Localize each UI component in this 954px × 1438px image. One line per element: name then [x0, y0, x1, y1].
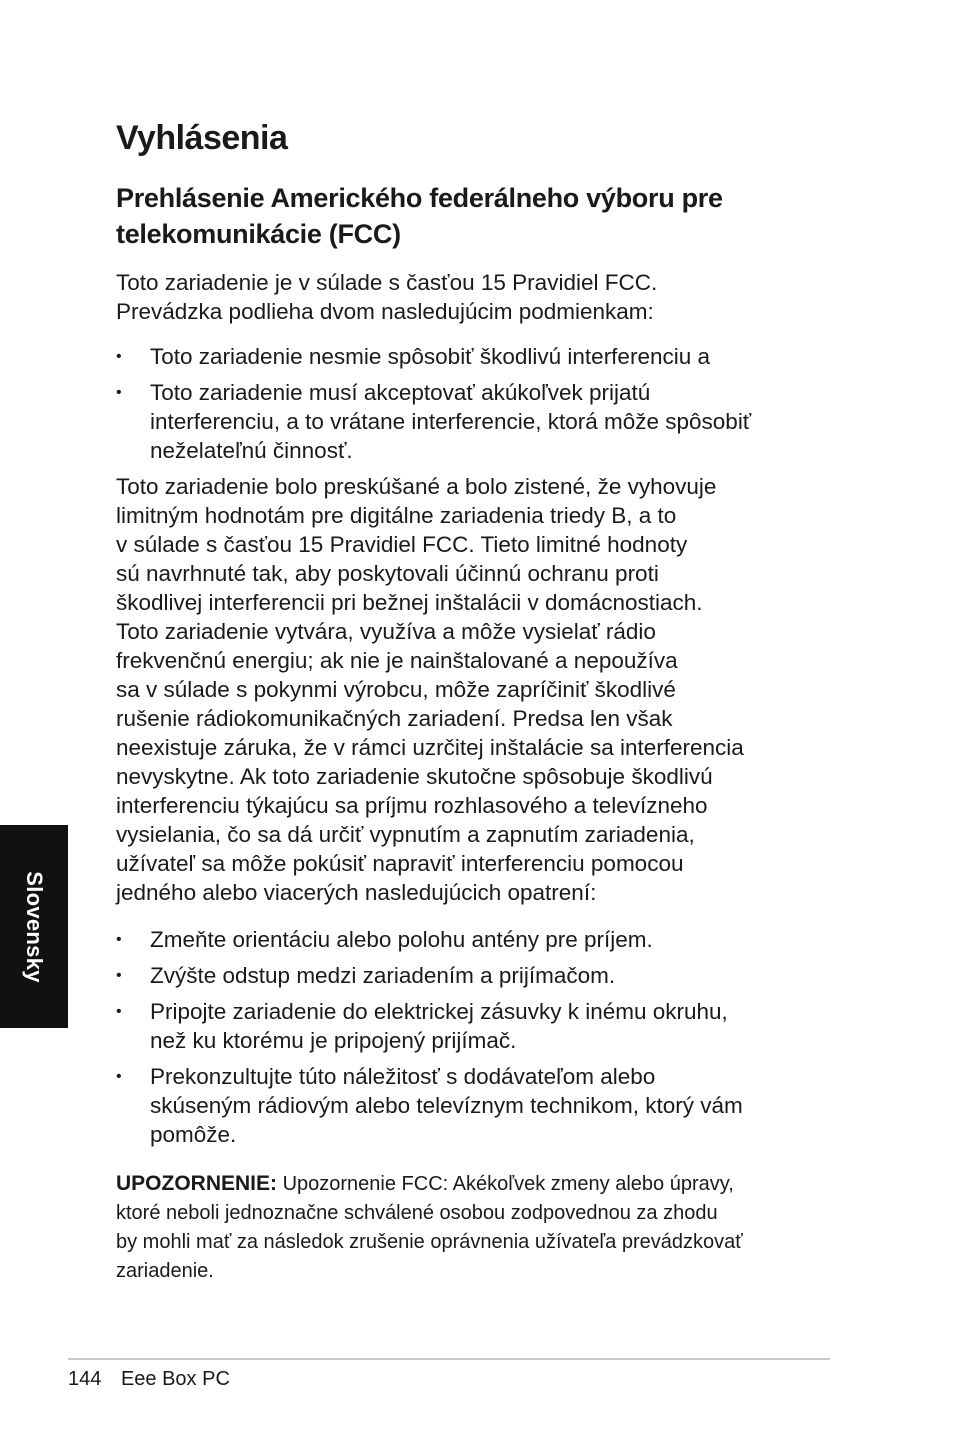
body-paragraph [116, 472, 836, 907]
bullet-icon: • [116, 384, 122, 401]
bullet-icon: • [116, 348, 122, 365]
bullet-icon: • [116, 1068, 122, 1085]
body-line: frekvenčnú energiu; ak nie je nainštalované a nepoužíva [116, 648, 678, 673]
list-item-line: Zvýšte odstup medzi zariadením a prijímačom. [150, 963, 616, 988]
body-line: nevyskytne. Ak toto zariadenie skutočne spôsobuje škodlivú [116, 764, 713, 789]
body-line: Toto zariadenie bolo preskúšané a bolo zistené, že vyhovuje [116, 474, 717, 499]
body-line: škodlivej interferencii pri bežnej inštalácii v domácnostiach. [116, 590, 703, 615]
list-item-line: Prekonzultujte túto náležitosť s dodávateľom alebo [150, 1064, 656, 1089]
list-item-line: Zmeňte orientáciu alebo polohu antény pre príjem. [150, 927, 653, 952]
list-item [116, 1062, 836, 1149]
list-item-line: Toto zariadenie musí akceptovať akúkoľvek prijatú [150, 380, 651, 405]
body-line: interferenciu týkajúcu sa príjmu rozhlasového a televízneho [116, 793, 708, 818]
intro-line: Toto zariadenie je v súlade s časťou 15 Pravidiel FCC. [116, 270, 658, 295]
list-item-line: než ku ktorému je pripojený prijímač. [150, 1028, 517, 1053]
body-line: Toto zariadenie vytvára, využíva a môže vysielať rádio [116, 619, 656, 644]
body-line: sú navrhnuté tak, aby poskytovali účinnú ochranu proti [116, 561, 659, 586]
footer-divider [68, 1358, 830, 1360]
list-item-line: Toto zariadenie nesmie spôsobiť škodlivú interferenciu a [150, 344, 710, 369]
list-item-line: pomôže. [150, 1122, 237, 1147]
page-footer [68, 1366, 230, 1392]
body-line: užívateľ sa môže pokúsiť napraviť interferenciu pomocou [116, 851, 684, 876]
page-number: 144 [68, 1368, 102, 1390]
warning-note [116, 1169, 836, 1286]
language-label: Slovensky [22, 870, 47, 983]
section-heading: Prehlásenie Amerického federálneho výboru pre telekomunikácie (FCC) [116, 183, 723, 249]
list-item-line: Pripojte zariadenie do elektrickej zásuvky k inému okruhu, [150, 999, 728, 1024]
note-line: zariadenie. [116, 1260, 214, 1282]
bullet-icon: • [116, 967, 122, 984]
bullet-icon: • [116, 1003, 122, 1020]
intro-paragraph [116, 268, 836, 326]
list-item [116, 997, 836, 1055]
page-title: Vyhlásenia [116, 119, 288, 157]
body-line: rušenie rádiokomunikačných zariadení. Predsa len však [116, 706, 673, 731]
list-item-line: neželateľnú činnosť. [150, 438, 353, 463]
body-line: neexistuje záruka, že v rámci uzrčitej inštalácie sa interferencia [116, 735, 744, 760]
language-side-tab [0, 825, 68, 1028]
body-line: jedného alebo viacerých nasledujúcich opatrení: [116, 880, 597, 905]
conditions-list [116, 342, 836, 465]
list-item [116, 342, 836, 371]
note-line: ktoré neboli jednoznačne schválené osobou zodpovednou za zhodu [116, 1202, 718, 1224]
body-line: vysielania, čo sa dá určiť vypnutím a zapnutím zariadenia, [116, 822, 695, 847]
list-item-line: interferenciu, a to vrátane interferencie, ktorá môže spôsobiť [150, 409, 752, 434]
product-name: Eee Box PC [120, 1368, 230, 1390]
note-line: by mohli mať za následok zrušenie oprávnenia užívateľa prevádzkovať [116, 1231, 743, 1253]
list-item-line: skúseným rádiovým alebo televíznym technikom, ktorý vám [150, 1093, 743, 1118]
list-item [116, 925, 836, 954]
list-item [116, 961, 836, 990]
measures-list [116, 925, 836, 1149]
warning-label: UPOZORNENIE: [116, 1172, 278, 1195]
body-line: v súlade s časťou 15 Pravidiel FCC. Tieto limitné hodnoty [116, 532, 688, 557]
body-line: sa v súlade s pokynmi výrobcu, môže zapríčiniť škodlivé [116, 677, 676, 702]
note-line: Upozornenie FCC: Akékoľvek zmeny alebo úpravy, [282, 1173, 734, 1195]
page-content [116, 112, 836, 1286]
bullet-icon: • [116, 931, 122, 948]
list-item [116, 378, 836, 465]
body-line: limitným hodnotám pre digitálne zariadenia triedy B, a to [116, 503, 677, 528]
intro-line: Prevádzka podlieha dvom nasledujúcim podmienkam: [116, 299, 654, 324]
